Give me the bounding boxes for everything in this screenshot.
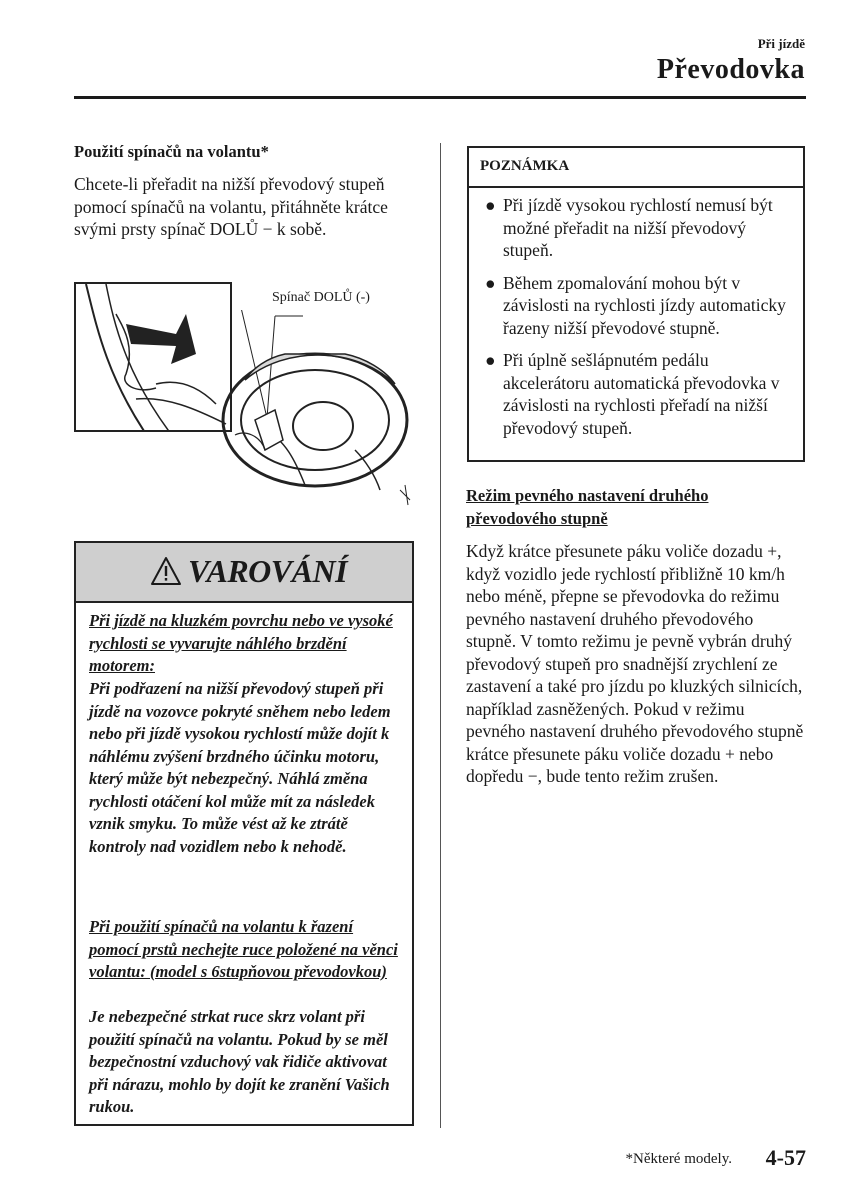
footnote: *Některé modely. [625, 1151, 732, 1167]
warning-title: VAROVÁNÍ [188, 553, 348, 589]
column-divider [440, 143, 441, 1128]
list-item [481, 194, 799, 262]
warning-para1-heading: Při jízdě na kluzkém povrchu nebo ve vysoké rychlosti se vyvarujte náhlého brzdění motorem: [89, 611, 393, 675]
warning-box [74, 541, 414, 1126]
note-item-text: Při úplně sešlápnutém pedálu akcelerátoru automatická převodovka v závislosti na rychlosti přeřadí na nižší převodový stupeň. [503, 350, 780, 438]
fixed-second-gear-text: Když krátce přesunete páku voliče dozadu +, když vozidlo jede rychlostí přibližně 10 km/h nebo méně, přepne se převodovka do režimu pevného nastavení druhého převodového stupně. V tomto režimu je pevně vybrán druhý převodový stupeň pro snadnější zrychlení ze zastavení a také pro jízdu po kluzkých silnicích, například zasněžených. Pokud v režimu pevného nastavení druhého převodového stupně krátce přesunete páku voliče dozadu + nebo dopředu −, bude tento režim zrušen. [466, 541, 804, 786]
note-title: POZNÁMKA [480, 158, 570, 174]
note-list [481, 194, 799, 449]
warning-para2-heading: Při použití spínačů na volantu k řazení pomocí prstů nechejte ruce položené na věnci volantu: (model s 6stupňovou převodovkou) [89, 917, 398, 981]
steering-switch-text: Chcete-li přeřadit na nižší převodový stupeň pomocí spínačů na volantu, přitáhněte krátce svými prsty spínač DOLŮ − k sobě. [74, 174, 388, 239]
title-rule [74, 96, 806, 99]
list-item [481, 272, 799, 340]
section-label: Při jízdě [757, 36, 805, 51]
fixed-second-gear-heading: Režim pevného nastavení druhého převodového stupně [466, 486, 709, 528]
note-item-text: Při jízdě vysokou rychlostí nemusí být možné přeřadit na nižší převodový stupeň. [503, 195, 773, 260]
steering-switch-heading: Použití spínačů na volantu* [74, 142, 269, 161]
page-title: Převodovka [656, 54, 805, 85]
warning-triangle-icon [150, 556, 182, 586]
warning-para2-body: Je nebezpečné strkat ruce skrz volant při použití spínačů na volantu. Pokud by se měl bezpečnostní vzduchový vak řidiče aktivovat při nárazu, mohlo by dojít ke zranění Vašich rukou. [89, 1007, 390, 1116]
figure-label-down-switch: Spínač DOLŮ (-) [272, 290, 370, 305]
warning-header [76, 543, 412, 603]
bullet-icon: ● [485, 350, 496, 370]
page-number: 4-57 [765, 1145, 806, 1170]
bullet-icon: ● [485, 195, 496, 215]
bullet-icon: ● [485, 272, 496, 293]
warning-para1-body: Při podřazení na nižší převodový stupeň při jízdě na vozovce pokryté sněhem nebo ledem nebo při jízdě vysokou rychlostí může dojít k náhlému zvýšení brzdného účinku motoru, který může být nebezpečný. Náhlá změna rychlosti otáčení kol může mít za následek vznik smyku. To může vést až ke ztrátě kontroly nad vozidlem nebo k nehodě. [89, 679, 391, 856]
steering-wheel-illustration [205, 310, 415, 510]
note-item-text: Během zpomalování mohou být v závislosti na rychlosti jízdy automaticky řazeny nižší převodové stupně. [503, 272, 786, 338]
note-box [467, 146, 805, 462]
note-header [469, 148, 803, 188]
list-item [481, 349, 799, 439]
